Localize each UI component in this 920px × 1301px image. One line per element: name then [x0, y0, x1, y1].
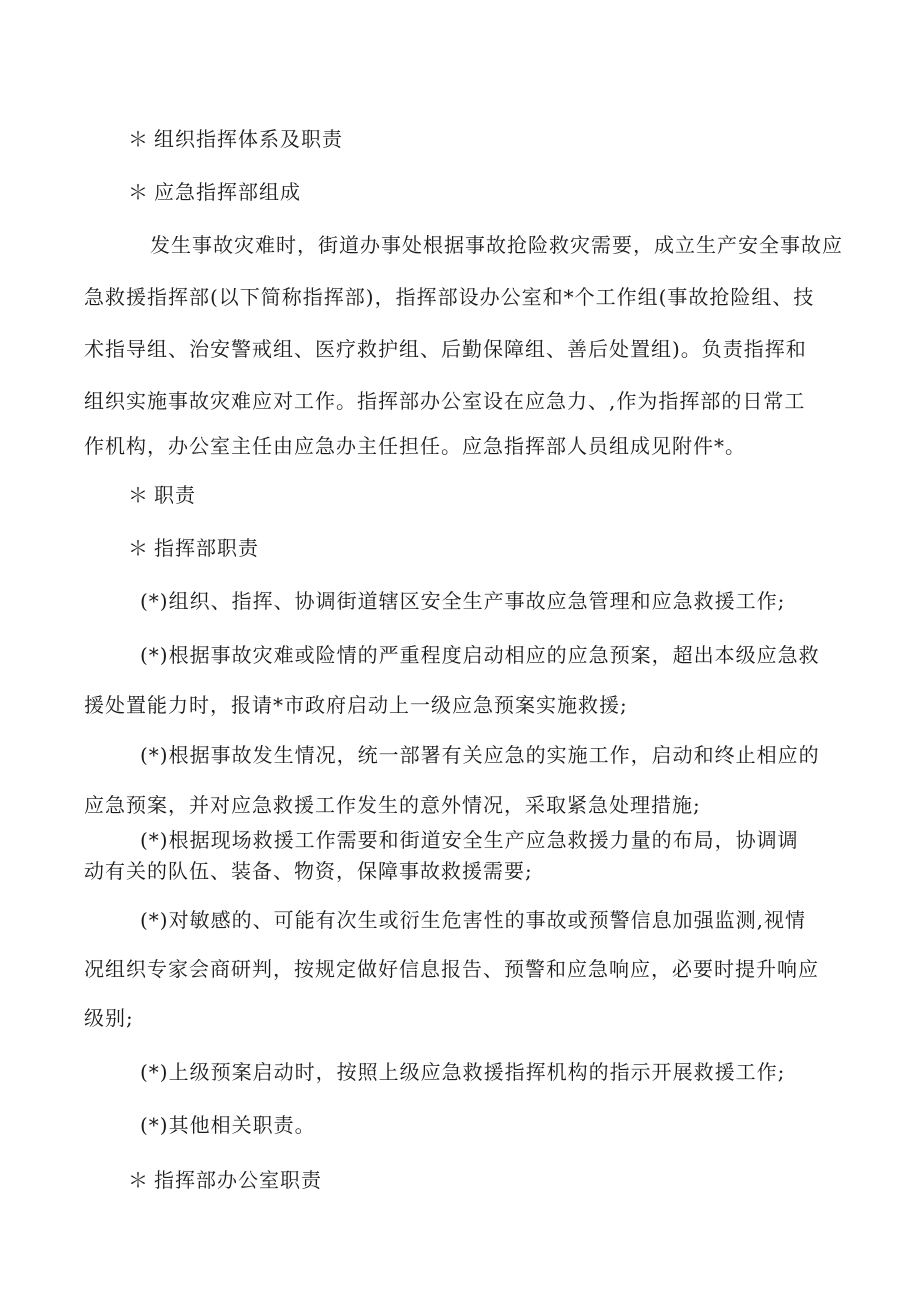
- heading-text: 职责: [154, 483, 196, 507]
- list-item-line: (*)组织、指挥、协调街道辖区安全生产事故应急管理和应急救援工作;: [140, 589, 786, 613]
- list-item-line: 援处置能力时，报请*市政府启动上一级应急预案实施救援;: [84, 693, 628, 717]
- section-heading: [128, 480, 196, 510]
- heading-text: 指挥部职责: [154, 536, 259, 560]
- section-heading: [128, 1165, 322, 1195]
- heading-text: 指挥部办公室职责: [154, 1168, 322, 1192]
- bullet-marker: ＊: [128, 483, 149, 507]
- list-item-line: 级别;: [84, 1006, 134, 1030]
- list-item-line: 动有关的队伍、装备、物资，保障事故救援需要;: [84, 859, 533, 883]
- list-item-line: (*)对敏感的、可能有次生或衍生危害性的事故或预警信息加强监测,视情: [140, 908, 806, 932]
- heading-text: 组织指挥体系及职责: [154, 127, 343, 151]
- section-heading: [128, 124, 343, 154]
- paragraph-line: 作机构，办公室主任由应急办主任担任。应急指挥部人员组成见附件*。: [84, 434, 746, 458]
- heading-text: 应急指挥部组成: [154, 180, 301, 204]
- paragraph-line: 术指导组、治安警戒组、医疗救护组、后勤保障组、善后处置组)。负责指挥和: [84, 337, 807, 361]
- list-item-line: (*)其他相关职责。: [140, 1113, 316, 1137]
- list-item-line: (*)根据事故灾难或险情的严重程度启动相应的应急预案，超出本级应急救: [140, 643, 820, 667]
- bullet-marker: ＊: [128, 1168, 149, 1192]
- bullet-marker: ＊: [128, 127, 149, 151]
- bullet-marker: ＊: [128, 536, 149, 560]
- list-item-line: (*)上级预案启动时，按照上级应急救援指挥机构的指示开展救援工作;: [140, 1060, 786, 1084]
- paragraph-line: 组织实施事故灾难应对工作。指挥部办公室设在应急力、,作为指挥部的日常工: [84, 389, 806, 413]
- section-heading: [128, 533, 259, 563]
- list-item-line: (*)根据事故发生情况，统一部署有关应急的实施工作，启动和终止相应的: [140, 743, 820, 767]
- section-heading: [128, 177, 301, 207]
- bullet-marker: ＊: [128, 180, 149, 204]
- list-item-line: 应急预案，并对应急救援工作发生的意外情况，采取紧急处理措施;: [84, 793, 701, 817]
- paragraph-line: 急救援指挥部(以下简称指挥部)，指挥部设办公室和*个工作组(事故抢险组、技: [84, 285, 815, 309]
- list-item-line: (*)根据现场救援工作需要和街道安全生产应急救援力量的布局，协调调: [140, 828, 799, 852]
- list-item-line: 况组织专家会商研判，按规定做好信息报告、预警和应急响应，必要时提升响应: [84, 957, 819, 981]
- paragraph-line: 发生事故灾难时，街道办事处根据事故抢险救灾需要，成立生产安全事故应: [150, 233, 843, 257]
